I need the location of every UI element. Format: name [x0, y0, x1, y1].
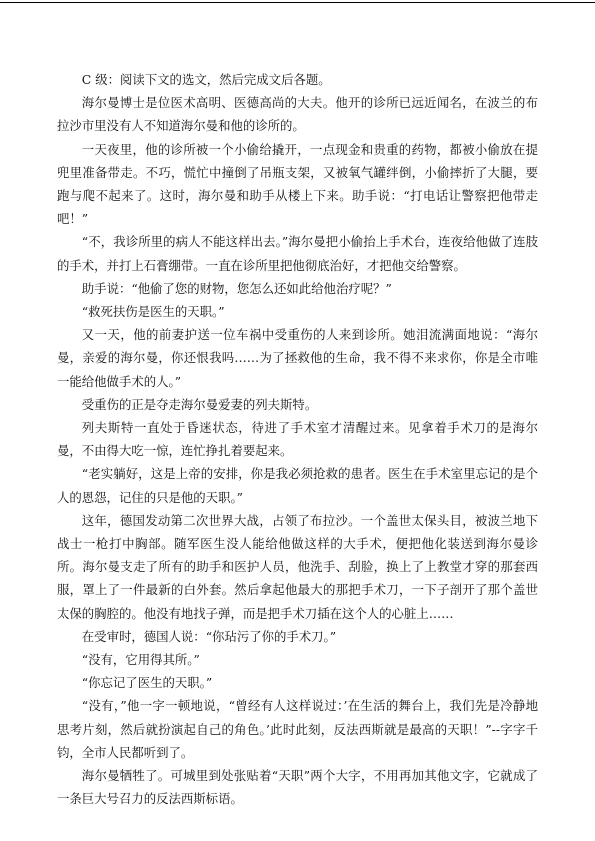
passage-paragraph: 海尔曼牺牲了。可城里到处张贴着“天职”两个大字，不用再加其他文字，它就成了一条巨大号召力的反法西斯标语。	[57, 768, 538, 807]
passage-paragraph: 又一天，他的前妻护送一位车祸中受重伤的人来到诊所。她泪流满面地说：“海尔曼，亲爱的海尔曼，你还恨我吗……为了拯救他的生命，我不得不来求你，你是全市唯一能给他做手术的人。”	[57, 327, 538, 389]
passage-paragraph: 在受审时，德国人说：“你玷污了你的手术刀。”	[81, 628, 337, 644]
passage-paragraph: 这年，德国发动第二次世界大战，占领了布拉沙。一个盖世太保头目，被波兰地下战士一枪打中胸部。随军医生没人能给他做这样的大手术，便把他化装送到海尔曼诊所。海尔曼支走了所有的助手和医护人员，他洗手、刮脸，换上了上教堂才穿的那套西服，罩上了一件最新的白外套。然后拿起他最大的那把手术刀，一下子剖开了那个盖世太保的胸腔的。他没有地找子弹，而是把手术刀插在这个人的心脏上……	[57, 512, 538, 621]
passage-paragraph: 海尔曼博士是位医术高明、医德高尚的大夫。他开的诊所已远近闻名，在波兰的布拉沙市里没有人不知道海尔曼和他的诊所的。	[57, 95, 538, 134]
passage-paragraph: “你忘记了医生的天职。”	[81, 675, 213, 691]
top-border-line	[0, 2, 595, 3]
passage-paragraph: “没有，”他一字一顿地说，“曾经有人这样说过：’在生活的舞台上，我们先是冷静地思考片刻，然后就扮演起自己的角色。’此时此刻，反法西斯就是最高的天职！”--字字千钧，全市人民都听到了。	[57, 698, 538, 760]
instruction-paragraph: C 级：阅读下文的选文，然后完成文后各题。	[81, 72, 331, 87]
passage-paragraph: 一天夜里，他的诊所被一个小偷给撬开，一点现金和贵重的药物，都被小偷放在提兜里准备带走。不巧，慌忙中撞倒了吊瓶支架，又被氧气罐绊倒，小偷摔折了大腿，要跑与爬不起来了。这时，海尔曼和助手从楼上下来。助手说：“打电话让警察把他带走吧！”	[57, 141, 538, 227]
passage-paragraph: “不，我诊所里的病人不能这样出去。”海尔曼把小偷抬上手术台，连夜给他做了连肢的手术，并打上石膏绷带。一直在诊所里把他彻底治好，才把他交给警察。	[57, 234, 538, 273]
reading-passage	[57, 68, 538, 811]
passage-paragraph: 助手说：“他偷了您的财物，您怎么还如此给他治疗呢？”	[81, 280, 392, 296]
passage-paragraph: “没有，它用得其所。”	[81, 652, 200, 668]
passage-paragraph: 受重伤的正是夺走海尔曼爱妻的列夫斯特。	[81, 396, 318, 412]
passage-paragraph: “救死扶伤是医生的天职。”	[81, 304, 225, 320]
passage-paragraph: 列夫斯特一直处于昏迷状态，待进了手术室才清醒过来。见拿着手术刀的是海尔曼，不由得大吃一惊，连忙挣扎着要起来。	[57, 420, 538, 459]
passage-paragraph: “老实躺好，这是上帝的安排，你是我必须抢救的患者。医生在手术室里忘记的是个人的恩怨，记住的只是他的天职。”	[57, 466, 538, 505]
